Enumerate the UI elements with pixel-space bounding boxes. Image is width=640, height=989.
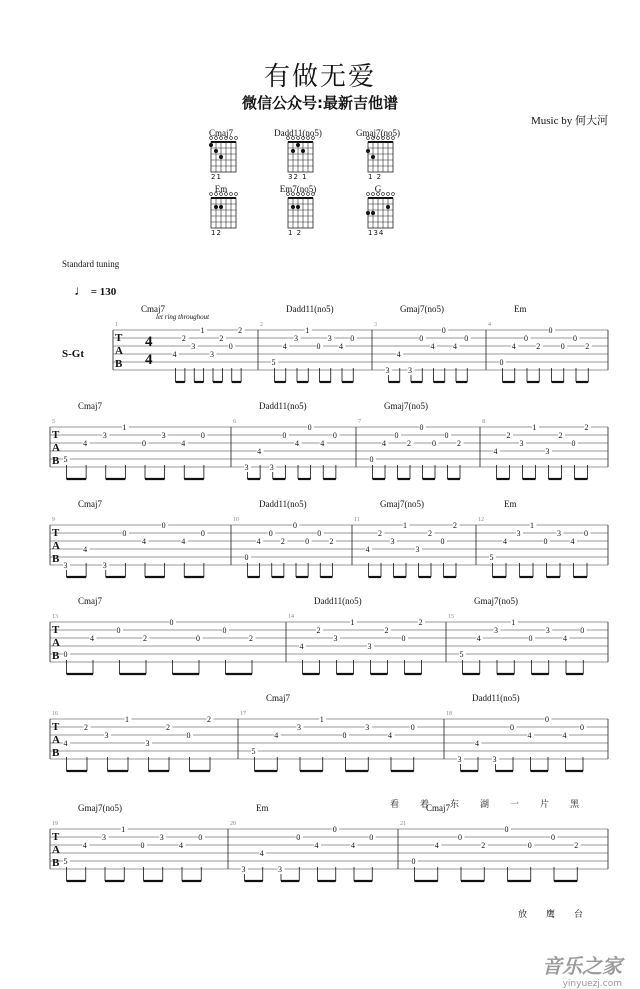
fret-number: 3: [557, 529, 561, 539]
fret-number: 0: [419, 334, 424, 344]
fret-number: 0: [444, 431, 449, 441]
chord-diagram-name: Em7(no5): [279, 184, 317, 194]
lyric-syllable: 东: [450, 800, 460, 810]
fret-number: 3: [294, 334, 298, 344]
measure-number: 20: [230, 821, 236, 827]
chord-grid: [211, 142, 236, 172]
tab-clef-letter: A: [52, 540, 60, 552]
measure-number: 3: [374, 322, 377, 328]
chord-dot: [371, 155, 375, 159]
fret-number: 1: [122, 423, 127, 433]
fret-number: 4: [388, 731, 392, 741]
chord-fingering: 21: [211, 173, 222, 181]
time-signature-bottom: 4: [145, 352, 153, 368]
fret-number: 4: [476, 634, 481, 644]
measure-number: 18: [446, 711, 452, 717]
fret-number: 0: [524, 334, 528, 344]
measure-chord-symbol: Em: [256, 803, 269, 813]
fret-number: 0: [332, 431, 337, 441]
fret-number: 2: [585, 342, 590, 352]
fret-number: 4: [257, 447, 262, 457]
fret-number: 2: [574, 841, 579, 851]
fret-number: 4: [453, 342, 457, 352]
fret-number: 0: [551, 833, 555, 843]
measure-chord-symbol: Dadd11(no5): [259, 499, 307, 509]
chord-fingering: 1 2: [288, 229, 303, 237]
fret-number: 0: [169, 618, 174, 628]
fret-number: 0: [198, 833, 203, 843]
measure-chord-symbol: Cmaj7: [141, 304, 165, 314]
fret-number: 0: [122, 529, 127, 539]
song-title: 有做无爱: [263, 62, 376, 92]
fret-number: 4: [274, 731, 279, 741]
fret-number: 2: [384, 626, 389, 636]
measure-chord-symbol: Cmaj7: [78, 401, 102, 411]
tab-clef-letter: A: [115, 345, 123, 357]
measure-chord-symbol: Dadd11(no5): [259, 401, 307, 411]
fret-number: 2: [181, 334, 186, 344]
fret-number: 3: [191, 342, 196, 352]
fret-number: 4: [256, 537, 261, 547]
fret-number: 4: [365, 545, 370, 555]
fret-number: 0: [63, 650, 68, 660]
chord-diagram-name: Gmaj7(no5): [356, 128, 400, 138]
tab-clef-letter: B: [52, 650, 60, 662]
chord-dot: [219, 155, 223, 159]
chord-dot: [214, 149, 218, 153]
tab-clef-letter: A: [52, 734, 60, 746]
measure-chord-symbol: Dadd11(no5): [472, 693, 520, 703]
fret-number: 5: [63, 857, 68, 867]
chord-dot: [296, 143, 300, 147]
let-ring-text: let ring throughout: [156, 313, 210, 321]
fret-number: 3: [494, 626, 498, 636]
fret-number: 2: [249, 634, 253, 644]
fret-number: 0: [394, 431, 399, 441]
watermark-url: yinyuezj.com: [562, 979, 622, 989]
chord-dot: [386, 205, 390, 209]
fret-number: 2: [584, 423, 589, 433]
fret-number: 2: [481, 841, 486, 851]
fret-number: 4: [320, 439, 325, 449]
measure-number: 17: [240, 711, 246, 717]
chord-dot: [301, 149, 305, 153]
chord-grid: [288, 142, 313, 172]
measure-number: 10: [233, 517, 239, 523]
fret-number: 4: [142, 537, 146, 547]
lyric-syllable: 一: [510, 800, 520, 810]
fret-number: 0: [293, 521, 297, 531]
chord-diagram-name: Em: [214, 184, 228, 194]
chord-dot: [214, 205, 218, 209]
tab-clef-letter: A: [52, 637, 60, 649]
fret-number: 2: [457, 439, 461, 449]
tab-clef-letter: T: [52, 429, 60, 441]
fret-number: 2: [84, 723, 88, 733]
fret-number: 3: [244, 463, 249, 473]
measure-chord-symbol: Gmaj7(no5): [78, 803, 122, 813]
fret-number: 1: [530, 521, 534, 531]
tempo-value: = 130: [90, 286, 117, 298]
fret-number: 0: [369, 455, 374, 465]
tab-clef-letter: B: [52, 553, 60, 565]
lyric-syllable: 片: [540, 800, 550, 810]
fret-number: 3: [327, 334, 332, 344]
fret-number: 2: [453, 521, 457, 531]
measure-chord-symbol: Cmaj7: [78, 596, 102, 606]
fret-number: 0: [342, 731, 347, 741]
measure-chord-symbol: Cmaj7: [78, 499, 102, 509]
measure-number: 2: [260, 322, 263, 328]
chord-fingering: 32 1: [288, 173, 308, 181]
measure-chord-symbol: Dadd11(no5): [286, 304, 334, 314]
fret-number: 3: [104, 731, 109, 741]
measure-chord-symbol: Dadd11(no5): [314, 596, 362, 606]
fret-number: 0: [186, 731, 191, 741]
fret-number: 0: [307, 423, 312, 433]
measure-chord-symbol: Cmaj7: [426, 803, 450, 813]
fret-number: 0: [332, 825, 337, 835]
lyric-syllable: 看: [390, 800, 400, 810]
fret-number: 0: [350, 334, 355, 344]
fret-number: 0: [244, 553, 249, 563]
fret-number: 3: [367, 642, 372, 652]
fret-number: 5: [489, 553, 494, 563]
lyric-syllable: 放: [518, 910, 528, 920]
fret-number: 4: [382, 439, 386, 449]
fret-number: 2: [558, 431, 563, 441]
chord-fingering: 134: [368, 229, 385, 237]
fret-number: 2: [536, 342, 541, 352]
fret-number: 4: [181, 537, 186, 547]
measure-number: 21: [400, 821, 406, 827]
fret-number: 3: [545, 447, 550, 457]
fret-number: 0: [504, 825, 509, 835]
measure-number: 9: [52, 517, 55, 523]
fret-number: 0: [140, 841, 145, 851]
fret-number: 1: [121, 825, 126, 835]
fret-number: 4: [339, 342, 343, 352]
fret-number: 3: [519, 439, 524, 449]
time-signature-top: 4: [145, 334, 153, 350]
fret-number: 3: [102, 431, 107, 441]
fret-number: 4: [90, 634, 94, 644]
fret-number: 5: [459, 650, 464, 660]
fret-number: 4: [493, 447, 498, 457]
fret-number: 4: [83, 545, 88, 555]
measure-chord-symbol: Gmaj7(no5): [400, 304, 444, 314]
fret-number: 4: [314, 841, 319, 851]
lyric-syllable: 鹰: [546, 910, 556, 920]
chord-fingering: 1 2: [368, 173, 383, 181]
fret-number: 3: [161, 431, 166, 441]
measure-chord-symbol: Em: [504, 499, 517, 509]
fret-number: 0: [571, 439, 576, 449]
fret-number: 2: [207, 715, 211, 725]
fret-number: 0: [316, 342, 321, 352]
fret-number: 5: [271, 358, 276, 368]
fret-number: 0: [411, 857, 416, 867]
fret-number: 0: [560, 342, 565, 352]
fret-number: 3: [390, 537, 395, 547]
fret-number: 0: [116, 626, 121, 636]
fret-number: 2: [166, 723, 170, 733]
fret-number: 0: [580, 723, 584, 733]
fret-number: 4: [172, 350, 177, 360]
fret-number: 4: [511, 342, 516, 352]
measure-chord-symbol: Gmaj7(no5): [384, 401, 428, 411]
fret-number: 4: [570, 537, 575, 547]
tab-clef-letter: B: [52, 857, 60, 869]
measure-number: 12: [478, 517, 484, 523]
fret-number: 3: [457, 755, 462, 765]
fret-number: 0: [369, 833, 374, 843]
fret-number: 4: [179, 841, 183, 851]
fret-number: 0: [200, 529, 205, 539]
measure-chord-symbol: Cmaj7: [266, 693, 290, 703]
measure-number: 8: [482, 419, 485, 425]
song-subtitle: 微信公众号:最新吉他谱: [242, 94, 398, 112]
fret-number: 0: [584, 529, 588, 539]
fret-number: 1: [350, 618, 355, 628]
tuning-label: Standard tuning: [62, 259, 120, 269]
fret-number: 2: [143, 634, 147, 644]
fret-number: 2: [428, 529, 432, 539]
fret-number: 5: [251, 747, 256, 757]
fret-number: 0: [317, 529, 322, 539]
chord-dot: [296, 205, 300, 209]
fret-number: 4: [351, 841, 355, 851]
fret-number: 0: [401, 634, 406, 644]
fret-number: 3: [365, 723, 370, 733]
fret-number: 4: [396, 350, 401, 360]
lyric-syllable: 台: [574, 910, 584, 920]
fret-number: 4: [475, 739, 479, 749]
fret-number: 3: [415, 545, 420, 555]
fret-number: 3: [278, 865, 282, 875]
tab-clef-letter: T: [52, 527, 60, 539]
fret-number: 0: [228, 342, 233, 352]
fret-number: 3: [63, 561, 68, 571]
fret-number: 0: [142, 439, 146, 449]
fret-number: 3: [159, 833, 164, 843]
fret-number: 4: [562, 731, 567, 741]
fret-number: 0: [548, 326, 553, 336]
watermark-logo: 音乐之家: [542, 954, 622, 978]
chord-diagram-name: G: [374, 184, 382, 194]
fret-number: 3: [145, 739, 150, 749]
fret-number: 0: [200, 431, 205, 441]
fret-number: 4: [563, 634, 567, 644]
fret-number: 4: [83, 439, 88, 449]
tab-clef-letter: B: [52, 455, 60, 467]
fret-number: 0: [296, 833, 301, 843]
fret-number: 0: [528, 634, 533, 644]
measure-number: 7: [358, 419, 361, 425]
fret-number: 1: [200, 326, 205, 336]
measure-number: 6: [233, 419, 236, 425]
tab-clef-letter: A: [52, 844, 60, 856]
chord-dot: [371, 211, 375, 215]
fret-number: 3: [102, 833, 106, 843]
tab-clef-letter: T: [115, 332, 123, 344]
track-name: S-Gt: [62, 348, 84, 360]
fret-number: 1: [511, 618, 516, 628]
fret-number: 3: [269, 463, 274, 473]
fret-number: 0: [161, 521, 166, 531]
fret-number: 0: [527, 841, 532, 851]
fret-number: 4: [299, 642, 304, 652]
fret-number: 4: [430, 342, 435, 352]
lyric-syllable: 着: [420, 800, 430, 810]
tab-clef-letter: B: [115, 358, 123, 370]
fret-number: 0: [510, 723, 514, 733]
fret-number: 3: [516, 529, 521, 539]
measure-number: 1: [115, 322, 118, 328]
fret-number: 0: [458, 833, 462, 843]
measure-number: 19: [52, 821, 58, 827]
fret-number: 3: [241, 865, 246, 875]
chord-diagram-name: Cmaj7: [209, 128, 233, 138]
fret-number: 0: [222, 626, 227, 636]
measure-number: 11: [354, 517, 360, 523]
fret-number: 0: [545, 715, 549, 725]
fret-number: 2: [219, 334, 224, 344]
fret-number: 4: [82, 841, 87, 851]
composer-credit: Music by 何大河: [531, 115, 608, 127]
fret-number: 4: [295, 439, 299, 449]
fret-number: 2: [506, 431, 511, 441]
fret-number: 4: [503, 537, 507, 547]
fret-number: 2: [238, 326, 243, 336]
chord-dot: [291, 205, 295, 209]
fret-number: 2: [329, 537, 334, 547]
fret-number: 3: [492, 755, 497, 765]
fret-number: 0: [440, 537, 445, 547]
measure-number: 4: [488, 322, 491, 328]
fret-number: 0: [419, 423, 424, 433]
tab-clef-letter: B: [52, 747, 60, 759]
fret-number: 0: [305, 537, 310, 547]
fret-number: 0: [410, 723, 415, 733]
fret-number: 0: [441, 326, 446, 336]
fret-number: 4: [527, 731, 532, 741]
chord-dot: [366, 211, 370, 215]
chord-fingering: 12: [211, 229, 222, 237]
measure-chord-symbol: Em: [514, 304, 527, 314]
fret-number: 0: [464, 334, 469, 344]
measure-chord-symbol: Gmaj7(no5): [474, 596, 518, 606]
fret-number: 2: [378, 529, 382, 539]
fret-number: 1: [125, 715, 129, 725]
fret-number: 4: [63, 739, 68, 749]
fret-number: 4: [282, 342, 287, 352]
measure-number: 13: [52, 614, 58, 620]
chord-grid: [288, 198, 313, 228]
fret-number: 1: [305, 326, 310, 336]
fret-number: 3: [385, 366, 390, 376]
measure-chord-symbol: Gmaj7(no5): [380, 499, 424, 509]
fret-number: 2: [280, 537, 285, 547]
fret-number: 3: [102, 561, 107, 571]
tab-clef-letter: T: [52, 721, 60, 733]
tab-clef-letter: T: [52, 624, 60, 636]
tab-clef-letter: T: [52, 831, 60, 843]
fret-number: 3: [333, 634, 338, 644]
chord-dot: [291, 149, 295, 153]
fret-number: 4: [434, 841, 439, 851]
measure-number: 15: [448, 614, 454, 620]
fret-number: 0: [573, 334, 577, 344]
fret-number: 0: [196, 634, 200, 644]
chord-dot: [366, 149, 370, 153]
fret-number: 5: [63, 455, 68, 465]
fret-number: 0: [543, 537, 548, 547]
fret-number: 1: [319, 715, 324, 725]
tab-clef-letter: A: [52, 442, 60, 454]
measure-number: 14: [288, 614, 294, 620]
chord-grid: [211, 198, 236, 228]
fret-number: 0: [580, 626, 585, 636]
fret-number: 3: [545, 626, 550, 636]
quarter-note-icon: ♩: [74, 284, 88, 299]
fret-number: 3: [210, 350, 214, 360]
chord-dot: [219, 205, 223, 209]
fret-number: 2: [407, 439, 411, 449]
fret-number: 4: [259, 849, 264, 859]
chord-diagram-name: Dadd11(no5): [274, 128, 322, 138]
fret-number: 4: [181, 439, 186, 449]
measure-number: 16: [52, 711, 58, 717]
fret-number: 0: [282, 431, 287, 441]
fret-number: 2: [418, 618, 423, 628]
chord-dot: [209, 143, 213, 147]
fret-number: 0: [432, 439, 436, 449]
fret-number: 1: [532, 423, 537, 433]
lyric-syllable: 黑: [570, 800, 580, 810]
fret-number: 2: [316, 626, 321, 636]
fret-number: 0: [268, 529, 273, 539]
fret-number: 3: [408, 366, 412, 376]
measure-number: 5: [52, 419, 55, 425]
fret-number: 0: [499, 358, 504, 368]
fret-number: 1: [403, 521, 407, 531]
fret-number: 3: [297, 723, 301, 733]
lyric-syllable: 湖: [480, 800, 490, 810]
